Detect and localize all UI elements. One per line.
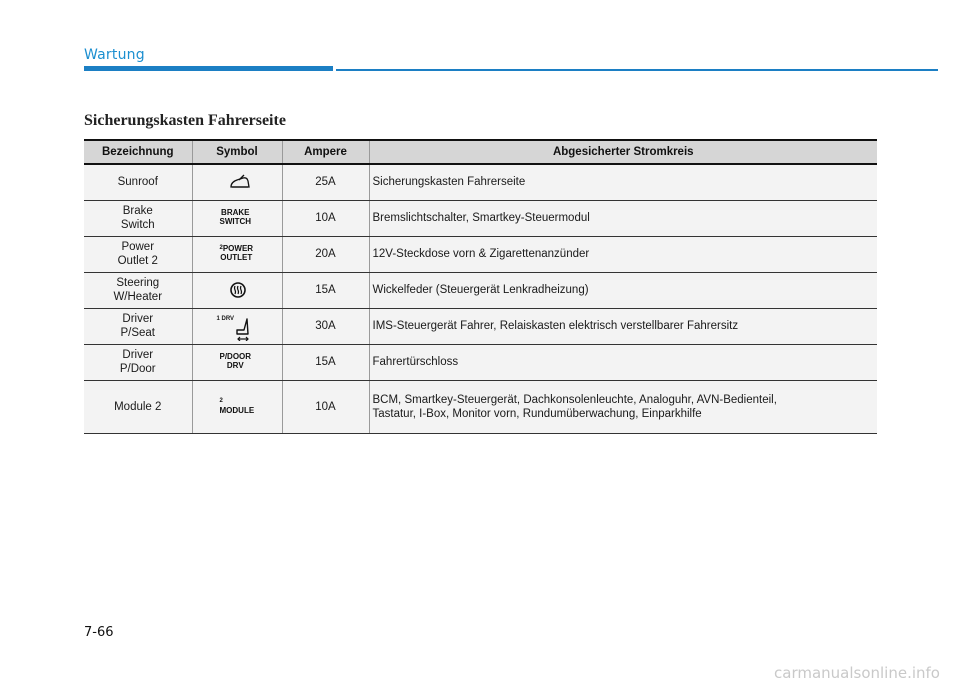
symbol-superscript: 2 — [219, 245, 223, 251]
table-row — [84, 164, 877, 200]
fuse-table — [84, 139, 877, 434]
fuse-ampere: 20A — [282, 236, 369, 272]
symbol-label — [220, 397, 255, 415]
fuse-symbol — [192, 344, 282, 380]
fuse-ampere: 30A — [282, 308, 369, 344]
fuse-name: Power Outlet 2 — [84, 236, 192, 272]
symbol-label — [220, 244, 254, 262]
symbol-label: 1 DRV — [216, 316, 235, 322]
fuse-name: Steering W/Heater — [84, 272, 192, 308]
watermark: carmanualsonline.info — [774, 664, 940, 682]
fuse-name: Brake Switch — [84, 200, 192, 236]
table-row — [84, 200, 877, 236]
sunroof-icon — [229, 174, 251, 190]
fuse-circuit: IMS-Steuergerät Fahrer, Relaiskasten elektrisch verstellbarer Fahrersitz — [369, 308, 877, 344]
fuse-symbol — [192, 164, 282, 200]
symbol-line: P/DOOR — [219, 352, 252, 361]
fuse-symbol — [192, 308, 282, 344]
table-row — [84, 380, 877, 433]
table-row — [84, 236, 877, 272]
column-header-circuit: Abgesicherter Stromkreis — [369, 140, 877, 164]
table-row — [84, 308, 877, 344]
table-row — [84, 272, 877, 308]
power-seat-icon — [233, 317, 255, 341]
column-header-ampere: Ampere — [282, 140, 369, 164]
symbol-line: SWITCH — [219, 217, 252, 226]
fuse-ampere: 25A — [282, 164, 369, 200]
symbol-label — [220, 208, 252, 226]
symbol-line: BRAKE — [221, 208, 250, 217]
table-header-row — [84, 140, 877, 164]
page-number: 7-66 — [84, 625, 114, 640]
fuse-name: Driver P/Door — [84, 344, 192, 380]
steering-wheel-heater-icon — [229, 281, 247, 299]
symbol-line: POWER — [222, 244, 254, 253]
fuse-name: Module 2 — [84, 380, 192, 433]
fuse-circuit: BCM, Smartkey-Steuergerät, Dachkonsolenleuchte, Analoguhr, AVN-Bedienteil, Tastatur, I-Box, Monitor vorn, Rundumüberwachung, Einparkhilfe — [369, 380, 877, 433]
symbol-line: OUTLET — [220, 253, 253, 262]
symbol-line: MODULE — [219, 405, 255, 415]
header-bar-accent — [84, 66, 333, 71]
fuse-symbol — [192, 272, 282, 308]
fuse-name: Sunroof — [84, 164, 192, 200]
fuse-name: Driver P/Seat — [84, 308, 192, 344]
column-header-symbol: Symbol — [192, 140, 282, 164]
symbol-superscript: 2 — [219, 397, 223, 404]
symbol-label — [220, 352, 252, 370]
symbol-line: DRV — [226, 361, 244, 370]
fuse-circuit: Fahrertürschloss — [369, 344, 877, 380]
fuse-symbol — [192, 236, 282, 272]
fuse-circuit: Wickelfeder (Steuergerät Lenkradheizung) — [369, 272, 877, 308]
fuse-circuit: Sicherungskasten Fahrerseite — [369, 164, 877, 200]
header-bar-line — [336, 69, 938, 71]
fuse-symbol — [192, 380, 282, 433]
fuse-circuit: 12V-Steckdose vorn & Zigarettenanzünder — [369, 236, 877, 272]
fuse-ampere: 10A — [282, 380, 369, 433]
table-row — [84, 344, 877, 380]
fuse-symbol — [192, 200, 282, 236]
section-title: Wartung — [84, 47, 145, 63]
page-heading: Sicherungskasten Fahrerseite — [84, 112, 286, 129]
fuse-circuit: Bremslichtschalter, Smartkey-Steuermodul — [369, 200, 877, 236]
fuse-ampere: 15A — [282, 272, 369, 308]
column-header-name: Bezeichnung — [84, 140, 192, 164]
fuse-ampere: 10A — [282, 200, 369, 236]
fuse-ampere: 15A — [282, 344, 369, 380]
